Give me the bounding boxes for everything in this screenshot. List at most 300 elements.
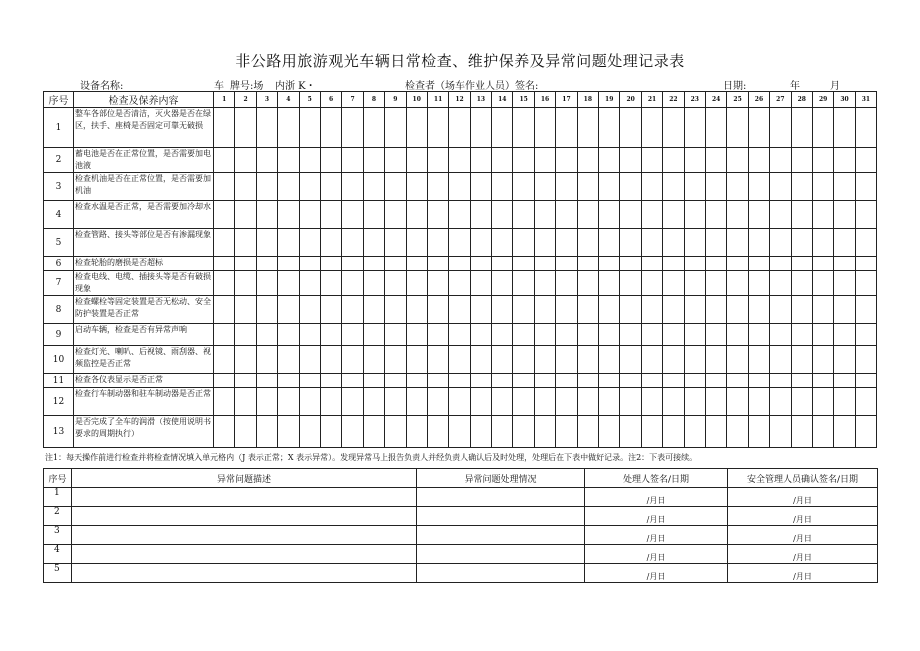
check-cell[interactable] — [748, 148, 769, 173]
check-cell[interactable] — [770, 324, 791, 346]
check-cell[interactable] — [577, 388, 598, 416]
check-cell[interactable] — [855, 173, 876, 201]
check-cell[interactable] — [812, 148, 833, 173]
check-cell[interactable] — [812, 346, 833, 374]
check-cell[interactable] — [620, 271, 641, 296]
check-cell[interactable] — [748, 346, 769, 374]
check-cell[interactable] — [727, 257, 748, 271]
check-cell[interactable] — [727, 148, 748, 173]
check-cell[interactable] — [556, 324, 577, 346]
check-cell[interactable] — [278, 346, 299, 374]
check-cell[interactable] — [577, 271, 598, 296]
check-cell[interactable] — [363, 346, 384, 374]
check-cell[interactable] — [449, 108, 470, 148]
check-cell[interactable] — [684, 257, 705, 271]
check-cell[interactable] — [513, 271, 534, 296]
check-cell[interactable] — [855, 324, 876, 346]
check-cell[interactable] — [641, 173, 662, 201]
check-cell[interactable] — [492, 257, 513, 271]
check-cell[interactable] — [214, 148, 235, 173]
check-cell[interactable] — [684, 229, 705, 257]
check-cell[interactable] — [385, 374, 406, 388]
check-cell[interactable] — [641, 324, 662, 346]
check-cell[interactable] — [770, 388, 791, 416]
check-cell[interactable] — [214, 257, 235, 271]
check-cell[interactable] — [363, 374, 384, 388]
check-cell[interactable] — [256, 201, 277, 229]
check-cell[interactable] — [299, 271, 320, 296]
check-cell[interactable] — [748, 108, 769, 148]
check-cell[interactable] — [406, 416, 427, 448]
check-cell[interactable] — [812, 271, 833, 296]
check-cell[interactable] — [556, 148, 577, 173]
issue-desc-cell[interactable] — [72, 507, 417, 526]
check-cell[interactable] — [534, 173, 555, 201]
check-cell[interactable] — [214, 346, 235, 374]
check-cell[interactable] — [320, 271, 341, 296]
check-cell[interactable] — [641, 229, 662, 257]
check-cell[interactable] — [492, 416, 513, 448]
check-cell[interactable] — [663, 201, 684, 229]
check-cell[interactable] — [470, 201, 491, 229]
check-cell[interactable] — [705, 173, 726, 201]
check-cell[interactable] — [748, 271, 769, 296]
check-cell[interactable] — [684, 148, 705, 173]
check-cell[interactable] — [834, 324, 855, 346]
check-cell[interactable] — [834, 108, 855, 148]
check-cell[interactable] — [620, 374, 641, 388]
check-cell[interactable] — [492, 108, 513, 148]
check-cell[interactable] — [513, 229, 534, 257]
check-cell[interactable] — [385, 108, 406, 148]
check-cell[interactable] — [748, 296, 769, 324]
check-cell[interactable] — [727, 296, 748, 324]
check-cell[interactable] — [705, 388, 726, 416]
check-cell[interactable] — [235, 271, 256, 296]
check-cell[interactable] — [492, 388, 513, 416]
check-cell[interactable] — [770, 229, 791, 257]
check-cell[interactable] — [427, 271, 448, 296]
check-cell[interactable] — [470, 173, 491, 201]
check-cell[interactable] — [556, 257, 577, 271]
check-cell[interactable] — [855, 271, 876, 296]
check-cell[interactable] — [492, 374, 513, 388]
check-cell[interactable] — [684, 416, 705, 448]
check-cell[interactable] — [320, 374, 341, 388]
check-cell[interactable] — [214, 374, 235, 388]
check-cell[interactable] — [599, 416, 620, 448]
check-cell[interactable] — [278, 148, 299, 173]
check-cell[interactable] — [256, 173, 277, 201]
check-cell[interactable] — [770, 374, 791, 388]
check-cell[interactable] — [278, 201, 299, 229]
check-cell[interactable] — [684, 388, 705, 416]
check-cell[interactable] — [663, 374, 684, 388]
check-cell[interactable] — [834, 296, 855, 324]
check-cell[interactable] — [599, 388, 620, 416]
check-cell[interactable] — [791, 108, 812, 148]
check-cell[interactable] — [427, 108, 448, 148]
check-cell[interactable] — [385, 296, 406, 324]
check-cell[interactable] — [705, 324, 726, 346]
check-cell[interactable] — [534, 296, 555, 324]
check-cell[interactable] — [577, 296, 598, 324]
check-cell[interactable] — [320, 229, 341, 257]
check-cell[interactable] — [256, 148, 277, 173]
check-cell[interactable] — [855, 416, 876, 448]
issue-desc-cell[interactable] — [72, 488, 417, 507]
check-cell[interactable] — [663, 148, 684, 173]
check-cell[interactable] — [342, 108, 363, 148]
check-cell[interactable] — [342, 148, 363, 173]
check-cell[interactable] — [705, 201, 726, 229]
check-cell[interactable] — [342, 374, 363, 388]
check-cell[interactable] — [513, 108, 534, 148]
check-cell[interactable] — [513, 201, 534, 229]
check-cell[interactable] — [834, 201, 855, 229]
check-cell[interactable] — [513, 324, 534, 346]
check-cell[interactable] — [748, 173, 769, 201]
check-cell[interactable] — [534, 416, 555, 448]
safety-sign-cell[interactable]: /月日 — [728, 507, 878, 526]
check-cell[interactable] — [363, 324, 384, 346]
check-cell[interactable] — [791, 374, 812, 388]
check-cell[interactable] — [363, 257, 384, 271]
check-cell[interactable] — [770, 296, 791, 324]
check-cell[interactable] — [641, 416, 662, 448]
check-cell[interactable] — [641, 388, 662, 416]
check-cell[interactable] — [385, 257, 406, 271]
check-cell[interactable] — [427, 148, 448, 173]
check-cell[interactable] — [577, 257, 598, 271]
check-cell[interactable] — [834, 374, 855, 388]
check-cell[interactable] — [684, 108, 705, 148]
check-cell[interactable] — [235, 346, 256, 374]
check-cell[interactable] — [256, 229, 277, 257]
check-cell[interactable] — [556, 271, 577, 296]
check-cell[interactable] — [513, 173, 534, 201]
check-cell[interactable] — [363, 229, 384, 257]
check-cell[interactable] — [577, 229, 598, 257]
check-cell[interactable] — [534, 148, 555, 173]
check-cell[interactable] — [278, 324, 299, 346]
check-cell[interactable] — [235, 374, 256, 388]
check-cell[interactable] — [855, 108, 876, 148]
check-cell[interactable] — [812, 296, 833, 324]
check-cell[interactable] — [492, 148, 513, 173]
check-cell[interactable] — [620, 108, 641, 148]
check-cell[interactable] — [449, 148, 470, 173]
check-cell[interactable] — [449, 296, 470, 324]
check-cell[interactable] — [342, 416, 363, 448]
check-cell[interactable] — [385, 173, 406, 201]
check-cell[interactable] — [385, 388, 406, 416]
check-cell[interactable] — [235, 257, 256, 271]
check-cell[interactable] — [320, 108, 341, 148]
check-cell[interactable] — [641, 201, 662, 229]
check-cell[interactable] — [620, 229, 641, 257]
check-cell[interactable] — [513, 388, 534, 416]
check-cell[interactable] — [214, 201, 235, 229]
check-cell[interactable] — [620, 173, 641, 201]
check-cell[interactable] — [278, 257, 299, 271]
check-cell[interactable] — [342, 296, 363, 324]
check-cell[interactable] — [363, 148, 384, 173]
check-cell[interactable] — [513, 257, 534, 271]
check-cell[interactable] — [641, 271, 662, 296]
check-cell[interactable] — [748, 416, 769, 448]
check-cell[interactable] — [363, 296, 384, 324]
check-cell[interactable] — [770, 416, 791, 448]
issue-desc-cell[interactable] — [72, 564, 417, 583]
check-cell[interactable] — [812, 324, 833, 346]
check-cell[interactable] — [427, 257, 448, 271]
check-cell[interactable] — [663, 416, 684, 448]
check-cell[interactable] — [470, 148, 491, 173]
check-cell[interactable] — [470, 374, 491, 388]
check-cell[interactable] — [577, 374, 598, 388]
check-cell[interactable] — [577, 173, 598, 201]
check-cell[interactable] — [427, 324, 448, 346]
check-cell[interactable] — [449, 201, 470, 229]
check-cell[interactable] — [812, 374, 833, 388]
check-cell[interactable] — [385, 346, 406, 374]
check-cell[interactable] — [684, 346, 705, 374]
check-cell[interactable] — [256, 257, 277, 271]
check-cell[interactable] — [363, 173, 384, 201]
check-cell[interactable] — [534, 388, 555, 416]
check-cell[interactable] — [449, 388, 470, 416]
issue-handle-cell[interactable] — [417, 526, 585, 545]
check-cell[interactable] — [620, 296, 641, 324]
check-cell[interactable] — [684, 173, 705, 201]
check-cell[interactable] — [320, 201, 341, 229]
check-cell[interactable] — [235, 416, 256, 448]
check-cell[interactable] — [320, 416, 341, 448]
check-cell[interactable] — [812, 201, 833, 229]
check-cell[interactable] — [256, 108, 277, 148]
check-cell[interactable] — [513, 374, 534, 388]
check-cell[interactable] — [278, 416, 299, 448]
check-cell[interactable] — [812, 173, 833, 201]
check-cell[interactable] — [855, 148, 876, 173]
check-cell[interactable] — [235, 148, 256, 173]
issue-desc-cell[interactable] — [72, 545, 417, 564]
check-cell[interactable] — [427, 229, 448, 257]
check-cell[interactable] — [791, 229, 812, 257]
check-cell[interactable] — [663, 229, 684, 257]
check-cell[interactable] — [449, 229, 470, 257]
check-cell[interactable] — [834, 346, 855, 374]
check-cell[interactable] — [235, 324, 256, 346]
check-cell[interactable] — [599, 374, 620, 388]
check-cell[interactable] — [278, 271, 299, 296]
check-cell[interactable] — [705, 229, 726, 257]
check-cell[interactable] — [513, 296, 534, 324]
check-cell[interactable] — [727, 416, 748, 448]
check-cell[interactable] — [705, 257, 726, 271]
check-cell[interactable] — [214, 108, 235, 148]
check-cell[interactable] — [235, 296, 256, 324]
check-cell[interactable] — [620, 416, 641, 448]
check-cell[interactable] — [834, 388, 855, 416]
check-cell[interactable] — [791, 173, 812, 201]
check-cell[interactable] — [684, 324, 705, 346]
check-cell[interactable] — [791, 388, 812, 416]
check-cell[interactable] — [256, 346, 277, 374]
check-cell[interactable] — [492, 324, 513, 346]
check-cell[interactable] — [727, 229, 748, 257]
check-cell[interactable] — [748, 229, 769, 257]
check-cell[interactable] — [406, 388, 427, 416]
check-cell[interactable] — [556, 201, 577, 229]
check-cell[interactable] — [449, 257, 470, 271]
check-cell[interactable] — [748, 374, 769, 388]
check-cell[interactable] — [492, 201, 513, 229]
check-cell[interactable] — [214, 173, 235, 201]
check-cell[interactable] — [556, 416, 577, 448]
check-cell[interactable] — [855, 346, 876, 374]
check-cell[interactable] — [299, 416, 320, 448]
check-cell[interactable] — [449, 416, 470, 448]
check-cell[interactable] — [705, 148, 726, 173]
handler-sign-cell[interactable]: /月日 — [585, 507, 728, 526]
check-cell[interactable] — [855, 201, 876, 229]
check-cell[interactable] — [235, 173, 256, 201]
check-cell[interactable] — [641, 374, 662, 388]
check-cell[interactable] — [299, 229, 320, 257]
check-cell[interactable] — [342, 257, 363, 271]
check-cell[interactable] — [534, 324, 555, 346]
check-cell[interactable] — [256, 388, 277, 416]
check-cell[interactable] — [705, 296, 726, 324]
check-cell[interactable] — [214, 296, 235, 324]
check-cell[interactable] — [663, 324, 684, 346]
check-cell[interactable] — [727, 374, 748, 388]
check-cell[interactable] — [834, 271, 855, 296]
check-cell[interactable] — [235, 229, 256, 257]
handler-sign-cell[interactable]: /月日 — [585, 488, 728, 507]
check-cell[interactable] — [770, 271, 791, 296]
issue-handle-cell[interactable] — [417, 488, 585, 507]
check-cell[interactable] — [534, 374, 555, 388]
check-cell[interactable] — [727, 271, 748, 296]
check-cell[interactable] — [641, 108, 662, 148]
check-cell[interactable] — [855, 388, 876, 416]
check-cell[interactable] — [620, 257, 641, 271]
check-cell[interactable] — [235, 388, 256, 416]
check-cell[interactable] — [791, 201, 812, 229]
check-cell[interactable] — [299, 173, 320, 201]
check-cell[interactable] — [299, 346, 320, 374]
check-cell[interactable] — [727, 388, 748, 416]
check-cell[interactable] — [492, 346, 513, 374]
check-cell[interactable] — [406, 296, 427, 324]
check-cell[interactable] — [342, 229, 363, 257]
check-cell[interactable] — [556, 173, 577, 201]
check-cell[interactable] — [278, 108, 299, 148]
check-cell[interactable] — [256, 296, 277, 324]
check-cell[interactable] — [513, 148, 534, 173]
check-cell[interactable] — [320, 296, 341, 324]
check-cell[interactable] — [727, 173, 748, 201]
check-cell[interactable] — [299, 148, 320, 173]
check-cell[interactable] — [577, 346, 598, 374]
check-cell[interactable] — [363, 201, 384, 229]
check-cell[interactable] — [727, 346, 748, 374]
check-cell[interactable] — [791, 257, 812, 271]
check-cell[interactable] — [320, 346, 341, 374]
check-cell[interactable] — [299, 257, 320, 271]
check-cell[interactable] — [427, 173, 448, 201]
check-cell[interactable] — [513, 346, 534, 374]
check-cell[interactable] — [727, 108, 748, 148]
check-cell[interactable] — [577, 201, 598, 229]
check-cell[interactable] — [406, 173, 427, 201]
check-cell[interactable] — [214, 388, 235, 416]
check-cell[interactable] — [855, 257, 876, 271]
check-cell[interactable] — [791, 271, 812, 296]
check-cell[interactable] — [834, 148, 855, 173]
check-cell[interactable] — [641, 257, 662, 271]
check-cell[interactable] — [385, 271, 406, 296]
check-cell[interactable] — [470, 257, 491, 271]
check-cell[interactable] — [299, 388, 320, 416]
check-cell[interactable] — [855, 374, 876, 388]
check-cell[interactable] — [556, 108, 577, 148]
check-cell[interactable] — [812, 388, 833, 416]
check-cell[interactable] — [342, 346, 363, 374]
check-cell[interactable] — [599, 296, 620, 324]
check-cell[interactable] — [641, 148, 662, 173]
check-cell[interactable] — [663, 388, 684, 416]
check-cell[interactable] — [705, 108, 726, 148]
check-cell[interactable] — [641, 296, 662, 324]
check-cell[interactable] — [214, 271, 235, 296]
check-cell[interactable] — [470, 388, 491, 416]
check-cell[interactable] — [663, 173, 684, 201]
check-cell[interactable] — [278, 388, 299, 416]
check-cell[interactable] — [449, 173, 470, 201]
check-cell[interactable] — [256, 374, 277, 388]
check-cell[interactable] — [385, 416, 406, 448]
check-cell[interactable] — [663, 346, 684, 374]
check-cell[interactable] — [556, 346, 577, 374]
check-cell[interactable] — [663, 296, 684, 324]
check-cell[interactable] — [449, 346, 470, 374]
check-cell[interactable] — [812, 416, 833, 448]
check-cell[interactable] — [599, 201, 620, 229]
check-cell[interactable] — [834, 229, 855, 257]
check-cell[interactable] — [470, 108, 491, 148]
check-cell[interactable] — [470, 271, 491, 296]
issue-handle-cell[interactable] — [417, 564, 585, 583]
check-cell[interactable] — [342, 173, 363, 201]
check-cell[interactable] — [599, 257, 620, 271]
check-cell[interactable] — [214, 416, 235, 448]
check-cell[interactable] — [599, 108, 620, 148]
check-cell[interactable] — [599, 148, 620, 173]
check-cell[interactable] — [406, 148, 427, 173]
check-cell[interactable] — [256, 271, 277, 296]
check-cell[interactable] — [663, 271, 684, 296]
check-cell[interactable] — [214, 229, 235, 257]
check-cell[interactable] — [684, 374, 705, 388]
check-cell[interactable] — [748, 201, 769, 229]
check-cell[interactable] — [534, 346, 555, 374]
check-cell[interactable] — [320, 388, 341, 416]
safety-sign-cell[interactable]: /月日 — [728, 488, 878, 507]
